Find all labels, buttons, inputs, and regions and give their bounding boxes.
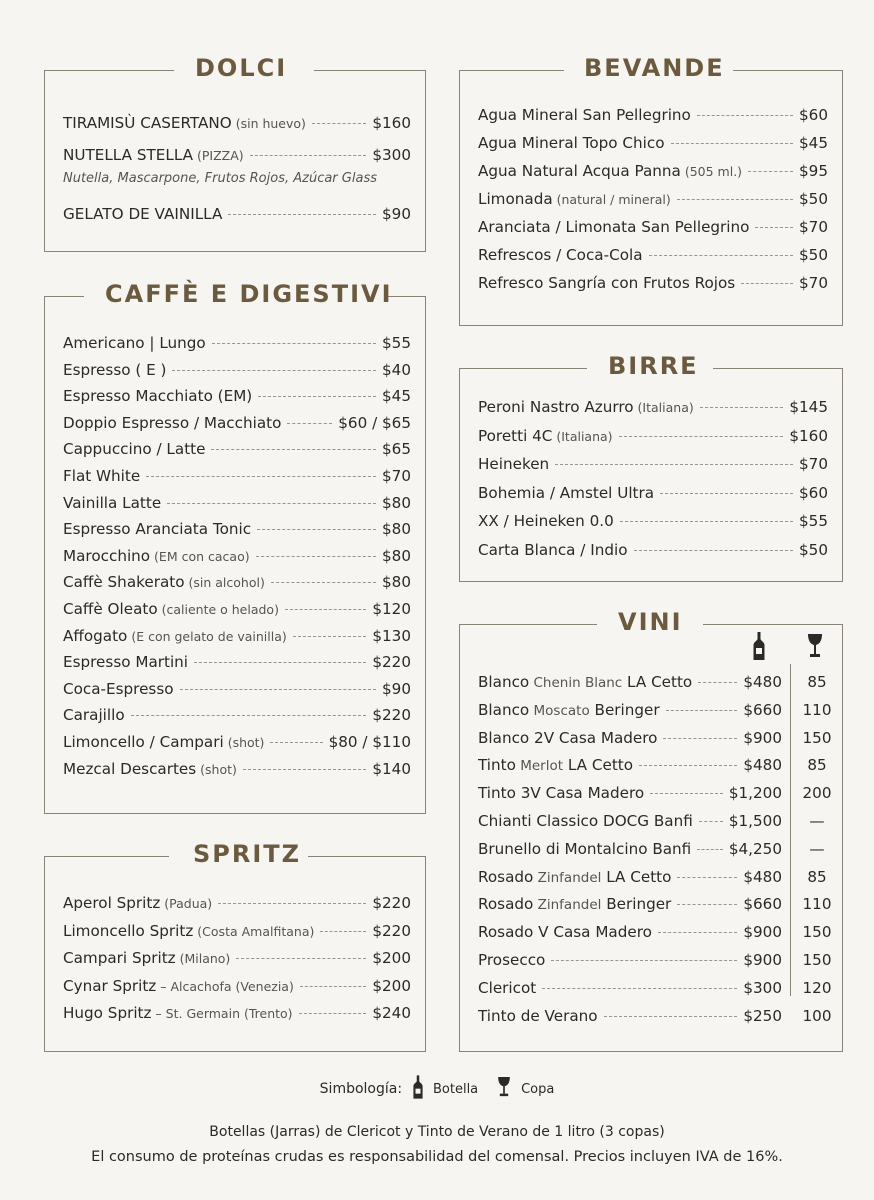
menu-item — [478, 246, 828, 274]
item-price: $220 — [372, 921, 411, 940]
menu-item — [63, 114, 411, 146]
legend-bottle-icon — [413, 1075, 423, 1103]
vini-list — [478, 673, 838, 1034]
wine-item — [478, 812, 838, 840]
item-price: $70 — [799, 218, 828, 236]
birre-list — [478, 398, 828, 569]
item-name: GELATO DE VAINILLA — [63, 205, 223, 223]
dotted-leader — [300, 986, 367, 987]
wine-name — [478, 729, 657, 747]
wine-type: Prosecco — [478, 950, 546, 969]
dotted-leader — [293, 636, 367, 637]
bevande-section — [459, 54, 843, 326]
item-price: $80 — [382, 546, 411, 565]
spritz-title: SPRITZ — [193, 840, 302, 868]
dotted-leader — [250, 155, 367, 156]
footer-note-1: Botellas (Jarras) de Clericot y Tinto de Verano de 1 litro (3 copas) — [209, 1124, 665, 1140]
item-name: Affogato (E con gelato de vainilla) — [63, 626, 287, 645]
wine-type: Tinto 3V Casa Madero — [478, 784, 645, 803]
wine-name — [478, 673, 692, 691]
wine-type: Rosado — [478, 867, 534, 886]
dotted-leader — [236, 958, 366, 959]
item-price: $80 — [382, 520, 411, 539]
wine-type: Rosado — [478, 895, 534, 914]
dotted-leader — [639, 765, 737, 766]
wine-type: Tinto de Verano — [478, 1006, 598, 1025]
wine-producer: LA Cetto — [601, 867, 672, 886]
dotted-leader — [698, 682, 737, 683]
menu-item — [478, 162, 828, 190]
glass-price: 120 — [802, 978, 832, 997]
item-name: Espresso ( E ) — [63, 360, 167, 379]
dotted-leader — [748, 171, 793, 172]
wine-name — [478, 951, 545, 969]
item-detail: (Costa Amalfitana) — [193, 923, 315, 939]
item-detail: (Milano) — [175, 951, 231, 966]
item-price: $200 — [372, 976, 411, 995]
item-price: $95 — [799, 162, 828, 180]
wine-name — [478, 895, 671, 913]
wine-item — [478, 673, 838, 701]
dotted-leader — [666, 710, 738, 711]
dotted-leader — [677, 877, 737, 878]
dolci-list — [63, 114, 411, 237]
item-name: Coca-Espresso — [63, 679, 174, 698]
dotted-leader — [320, 931, 366, 932]
item-price: $220 — [372, 653, 411, 672]
item-price: $50 — [799, 540, 828, 559]
dotted-leader — [741, 283, 793, 284]
dotted-leader — [660, 493, 793, 494]
wine-item — [478, 756, 838, 784]
wine-name — [478, 812, 693, 830]
item-price: $40 — [382, 360, 411, 379]
dotted-leader — [312, 123, 366, 124]
item-detail: (caliente o helado) — [157, 601, 279, 617]
item-name: Limoncello Spritz (Costa Amalfitana) — [63, 921, 315, 940]
dotted-leader — [243, 769, 366, 770]
wine-item — [478, 729, 838, 757]
bottle-price: $480 — [743, 867, 782, 886]
item-detail: – Alcachofa (Venezia) — [156, 978, 294, 994]
glass-price: 200 — [802, 784, 832, 803]
menu-item — [63, 653, 411, 680]
menu-item — [63, 440, 411, 467]
item-name: Limoncello / Campari (shot) — [63, 732, 265, 751]
bottle-price: $900 — [743, 728, 782, 747]
item-price: $60 / $65 — [338, 413, 411, 432]
dotted-leader — [755, 227, 793, 228]
menu-item — [63, 573, 411, 600]
menu-item — [63, 547, 411, 574]
legend-glass-label: Copa — [521, 1081, 555, 1097]
item-name: Bohemia / Amstel Ultra — [478, 483, 655, 502]
item-name: Cappuccino / Latte — [63, 440, 206, 459]
item-price: $90 — [382, 205, 411, 223]
vini-section — [459, 608, 843, 1052]
bottle-price: $480 — [743, 673, 782, 691]
item-name: Caffè Shakerato (sin alcohol) — [63, 573, 265, 592]
item-detail: (EM con cacao) — [150, 548, 250, 564]
wine-name — [478, 979, 536, 997]
wine-item — [478, 784, 838, 812]
menu-item — [63, 680, 411, 707]
wine-item — [478, 1007, 838, 1035]
menu-item — [63, 627, 411, 654]
item-price: $90 — [382, 679, 411, 698]
dotted-leader — [700, 407, 784, 408]
dolci-section — [44, 54, 426, 252]
menu-item — [63, 414, 411, 441]
item-price: $80 — [382, 573, 411, 592]
wine-item — [478, 868, 838, 896]
bottle-price: $480 — [743, 756, 782, 775]
wine-item — [478, 979, 838, 1007]
item-detail: (505 ml.) — [680, 164, 743, 179]
item-name: Carta Blanca / Indio — [478, 540, 628, 559]
wine-name — [478, 840, 691, 858]
wine-item — [478, 951, 838, 979]
footer-note-2: El consumo de proteínas crudas es responsabilidad del comensal. Precios incluyen IVA de 16%. — [91, 1149, 783, 1165]
menu-item — [63, 146, 411, 172]
dotted-leader — [697, 849, 723, 850]
wine-name — [478, 784, 644, 802]
menu-item — [63, 706, 411, 733]
dotted-leader — [677, 199, 793, 200]
dotted-leader — [620, 521, 793, 522]
bottle-icon — [753, 632, 765, 664]
glass-price: 110 — [802, 700, 832, 719]
item-name: NUTELLA STELLA (PIZZA) — [63, 146, 244, 164]
dotted-leader — [697, 115, 793, 116]
spritz-section — [44, 840, 426, 1052]
bottle-price: $900 — [743, 923, 782, 942]
menu-item — [63, 949, 411, 977]
glass-price: — — [809, 839, 825, 858]
item-name: Carajillo — [63, 706, 125, 725]
dotted-leader — [212, 343, 376, 344]
wine-item — [478, 840, 838, 868]
dotted-leader — [634, 550, 793, 551]
bottle-price: $1,500 — [728, 811, 782, 830]
dotted-leader — [287, 423, 332, 424]
legend-label: Simbología: — [319, 1081, 403, 1097]
dotted-leader — [551, 960, 737, 961]
item-price: $50 — [799, 246, 828, 264]
item-name: Espresso Martini — [63, 653, 189, 672]
item-name: Agua Mineral San Pellegrino — [478, 106, 691, 124]
item-price: $140 — [372, 759, 411, 778]
item-detail: (shot) — [223, 734, 265, 750]
wine-item — [478, 701, 838, 729]
birre-section — [459, 352, 843, 582]
menu-item — [63, 467, 411, 494]
dotted-leader — [619, 436, 784, 437]
item-name: Heineken — [478, 455, 550, 473]
item-name: Americano | Lungo — [63, 334, 206, 352]
menu-item — [63, 977, 411, 1005]
bevande-list — [478, 106, 828, 302]
glass-price: 85 — [807, 756, 827, 775]
item-name: Espresso Macchiato (EM) — [63, 387, 253, 406]
item-name: Vainilla Latte — [63, 493, 162, 512]
item-detail: (shot) — [196, 761, 237, 777]
menu-item — [63, 494, 411, 521]
item-name: Cynar Spritz – Alcachofa (Venezia) — [63, 976, 294, 995]
menu-item — [478, 398, 828, 427]
wine-type: Clericot — [478, 978, 537, 997]
dotted-leader — [542, 988, 737, 989]
menu-item — [63, 733, 411, 760]
dotted-leader — [228, 214, 376, 215]
item-detail: (Italiana) — [552, 428, 613, 444]
menu-item — [63, 334, 411, 361]
menu-item — [63, 760, 411, 787]
wine-type: Blanco 2V Casa Madero — [478, 728, 658, 747]
item-price: $70 — [799, 455, 828, 473]
item-detail: (E con gelato de vainilla) — [127, 628, 287, 644]
menu-item — [478, 218, 828, 246]
glass-price: 100 — [802, 1006, 832, 1025]
caffe-list — [63, 334, 411, 786]
item-price: $220 — [372, 706, 411, 725]
glass-price: 150 — [802, 728, 832, 747]
item-name: Peroni Nastro Azurro (Italiana) — [478, 398, 694, 416]
dotted-leader — [211, 449, 376, 450]
birre-title: BIRRE — [608, 352, 699, 380]
bevande-title: BEVANDE — [584, 54, 725, 82]
menu-item — [478, 274, 828, 302]
item-name: Poretti 4C (Italiana) — [478, 426, 613, 445]
dotted-leader — [663, 738, 737, 739]
item-price: $200 — [372, 949, 411, 967]
wine-producer: LA Cetto — [563, 756, 634, 775]
menu-item — [63, 520, 411, 547]
item-price: $300 — [372, 146, 411, 164]
menu-item — [478, 190, 828, 218]
item-price: $55 — [382, 334, 411, 352]
item-price: $240 — [372, 1004, 411, 1022]
menu-item — [478, 106, 828, 134]
bottle-price: $4,250 — [728, 839, 782, 858]
dotted-leader — [699, 821, 723, 822]
legend-glass-icon — [497, 1077, 511, 1101]
menu-item — [478, 134, 828, 162]
item-detail: (PIZZA) — [193, 148, 244, 163]
dotted-leader — [271, 582, 376, 583]
dotted-leader — [167, 503, 376, 504]
item-name: Flat White — [63, 466, 141, 485]
menu-item — [63, 1004, 411, 1032]
item-name: Hugo Spritz – St. Germain (Trento) — [63, 1004, 293, 1022]
wine-name — [478, 1007, 598, 1025]
wine-varietal: Chenin Blanc — [529, 675, 623, 691]
dotted-leader — [299, 1013, 367, 1014]
wine-item — [478, 895, 838, 923]
glass-price: 110 — [802, 895, 832, 914]
wine-type: Blanco — [478, 673, 530, 691]
item-description: Nutella, Mascarpone, Frutos Rojos, Azúcar Glass — [63, 171, 377, 186]
glass-price: 85 — [807, 673, 827, 691]
item-name: Agua Natural Acqua Panna (505 ml.) — [478, 162, 743, 180]
item-name: Limonada (natural / mineral) — [478, 190, 671, 208]
legend — [0, 1075, 874, 1103]
dotted-leader — [285, 609, 366, 610]
menu-item — [63, 361, 411, 388]
bottle-price: $1,200 — [728, 784, 782, 803]
dotted-leader — [218, 903, 366, 904]
item-detail: (Italiana) — [633, 400, 694, 415]
glass-price: — — [809, 811, 825, 830]
menu-item — [63, 600, 411, 627]
item-price: $130 — [372, 626, 411, 645]
item-price: $55 — [799, 512, 828, 530]
bottle-price: $660 — [743, 895, 782, 914]
wine-producer: LA Cetto — [622, 673, 693, 691]
dotted-leader — [257, 529, 376, 530]
item-name: Caffè Oleato (caliente o helado) — [63, 599, 279, 618]
dotted-leader — [671, 143, 793, 144]
item-name: Refresco Sangría con Frutos Rojos — [478, 274, 736, 292]
wine-varietal: Zinfandel — [533, 897, 602, 914]
menu-item — [478, 427, 828, 456]
wine-type: Blanco — [478, 700, 530, 719]
dotted-leader — [131, 715, 367, 716]
dolci-title: DOLCI — [195, 54, 288, 82]
wine-glass-icon — [807, 634, 823, 662]
dotted-leader — [180, 689, 376, 690]
item-name: Aranciata / Limonata San Pellegrino — [478, 218, 750, 236]
wine-type: Chianti Classico DOCG Banfi — [478, 811, 693, 830]
wine-item — [478, 923, 838, 951]
bottle-price: $300 — [743, 978, 782, 997]
item-name: Espresso Aranciata Tonic — [63, 520, 252, 539]
glass-price: 150 — [802, 923, 832, 942]
caffe-title: CAFFÈ E DIGESTIVI — [105, 280, 393, 308]
caffe-section — [44, 280, 426, 814]
dotted-leader — [658, 932, 737, 933]
bottle-price: $660 — [743, 700, 782, 719]
item-name: Doppio Espresso / Macchiato — [63, 413, 282, 432]
item-price: $120 — [372, 599, 411, 618]
item-price: $70 — [799, 274, 828, 292]
dotted-leader — [258, 396, 376, 397]
wine-varietal: Merlot — [515, 758, 564, 775]
dotted-leader — [270, 742, 322, 743]
item-price: $220 — [372, 894, 411, 912]
item-name: XX / Heineken 0.0 — [478, 512, 614, 530]
item-name: TIRAMISÙ CASERTANO (sin huevo) — [63, 114, 306, 132]
wine-varietal: Moscato — [529, 702, 590, 719]
glass-price: 85 — [807, 867, 827, 886]
dotted-leader — [172, 370, 376, 371]
glass-price: 150 — [802, 950, 832, 969]
wine-name — [478, 868, 671, 886]
wine-producer: Beringer — [589, 700, 660, 719]
item-price: $80 — [382, 493, 411, 512]
dotted-leader — [649, 255, 793, 256]
dotted-leader — [146, 476, 376, 477]
item-name: Mezcal Descartes (shot) — [63, 759, 237, 778]
legend-bottle-label: Botella — [432, 1081, 479, 1097]
dotted-leader — [194, 662, 366, 663]
item-detail: (Padua) — [160, 896, 213, 911]
vini-title: VINI — [618, 608, 683, 636]
item-detail: (natural / mineral) — [552, 192, 671, 207]
bottle-price: $900 — [743, 950, 782, 969]
item-price: $45 — [799, 134, 828, 152]
item-price: $160 — [789, 426, 828, 445]
item-detail: (sin huevo) — [231, 116, 306, 131]
dotted-leader — [677, 904, 737, 905]
menu-item — [63, 894, 411, 922]
item-price: $160 — [372, 114, 411, 132]
item-price: $80 / $110 — [328, 732, 411, 751]
wine-type: Brunello di Montalcino Banfi — [478, 839, 692, 858]
dotted-leader — [604, 1016, 738, 1017]
wine-name — [478, 701, 660, 719]
item-detail: (sin alcohol) — [184, 575, 265, 591]
item-name: Agua Mineral Topo Chico — [478, 134, 665, 152]
item-price: $70 — [382, 466, 411, 485]
menu-item — [63, 387, 411, 414]
item-name: Campari Spritz (Milano) — [63, 949, 231, 967]
wine-producer: Beringer — [601, 895, 672, 914]
menu-item — [478, 541, 828, 570]
bottle-price: $250 — [743, 1006, 782, 1025]
wine-name — [478, 923, 652, 941]
item-price: $60 — [799, 483, 828, 502]
dotted-leader — [650, 793, 723, 794]
item-name: Refrescos / Coca-Cola — [478, 246, 643, 264]
wine-type: Tinto — [478, 756, 516, 775]
dotted-leader — [555, 464, 793, 465]
item-name: Aperol Spritz (Padua) — [63, 894, 213, 912]
item-detail: – St. Germain (Trento) — [151, 1006, 293, 1021]
wine-name — [478, 756, 633, 774]
wine-varietal: Zinfandel — [533, 869, 602, 886]
menu-item — [478, 512, 828, 541]
item-price: $60 — [799, 106, 828, 124]
menu-item — [63, 205, 411, 237]
wine-type: Rosado V Casa Madero — [478, 923, 652, 942]
item-price: $50 — [799, 190, 828, 208]
menu-item — [478, 484, 828, 513]
item-name: Marocchino (EM con cacao) — [63, 546, 250, 565]
item-price: $145 — [789, 398, 828, 416]
item-price: $65 — [382, 440, 411, 459]
item-price: $45 — [382, 387, 411, 406]
spritz-list — [63, 894, 411, 1032]
dotted-leader — [256, 556, 376, 557]
menu-item — [478, 455, 828, 484]
menu-item — [63, 922, 411, 950]
